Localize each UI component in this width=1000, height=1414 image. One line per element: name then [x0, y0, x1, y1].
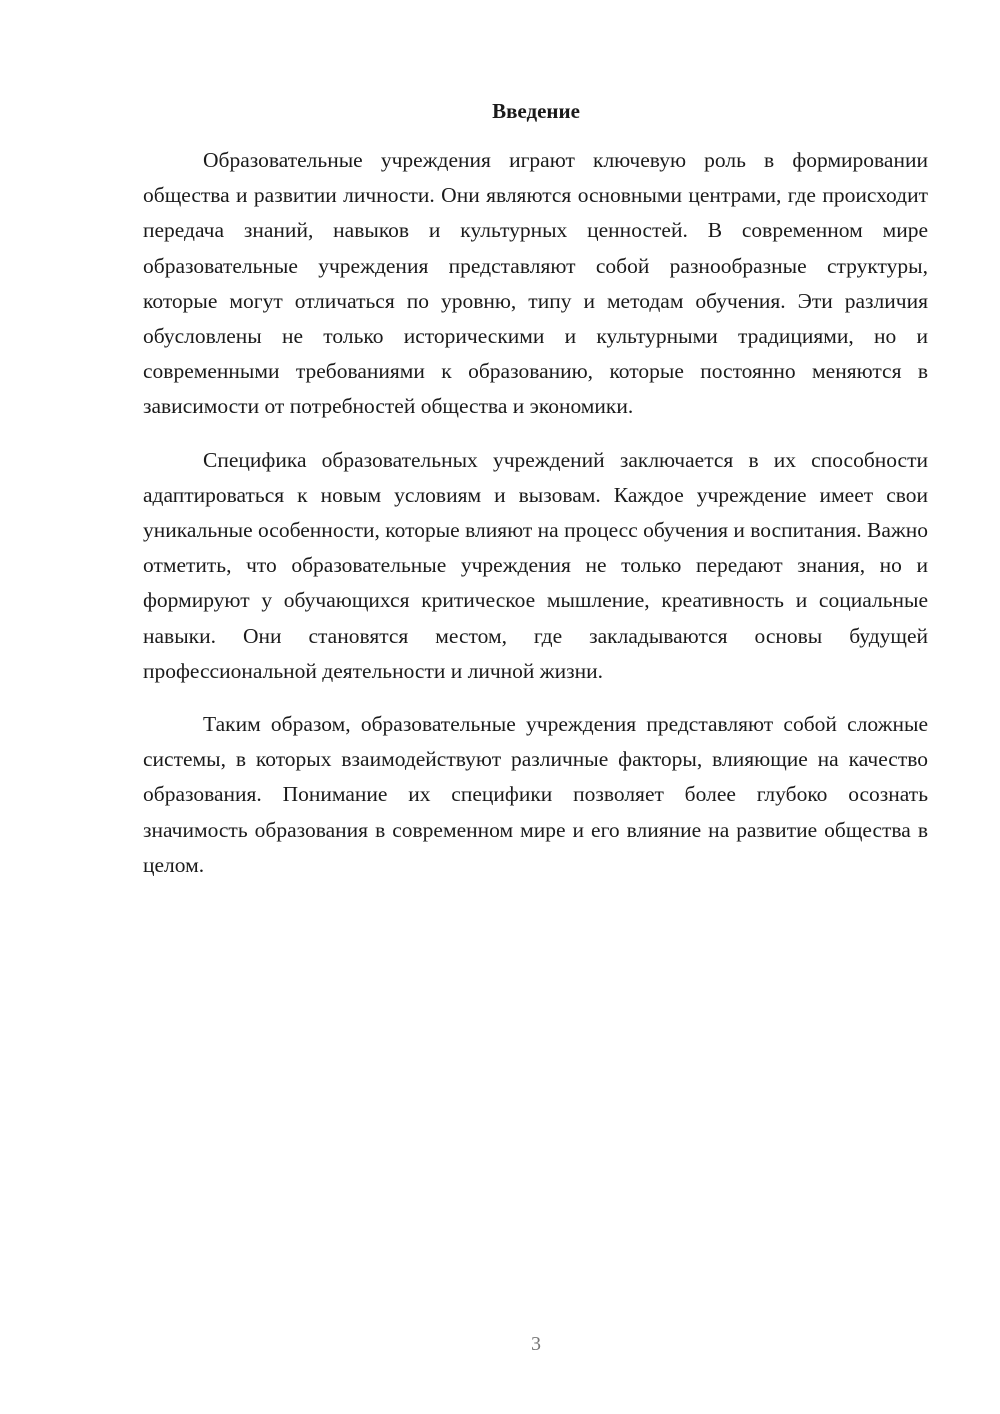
page-title: Введение — [492, 99, 580, 123]
paragraph-1: Образовательные учреждения играют ключевую роль в формировании общества и развитии личности. Они являются основными центрами, где происходит передача знаний, навыков и культурных ценностей. В современном мире образовательные учреждения представляют собой разнообразные структуры, которые могут отличаться по уровню, типу и методам обучения. Эти различия обусловлены не только историческими и культурными традициями, но и современными требованиями к образованию, которые постоянно меняются в зависимости от потребностей общества и экономики. — [143, 148, 928, 419]
paragraph-2: Специфика образовательных учреждений заключается в их способности адаптироваться к новым условиям и вызовам. Каждое учреждение имеет свои уникальные особенности, которые влияют на процесс обучения и воспитания. Важно отметить, что образовательные учреждения не только передают знания, но и формируют у обучающихся критическое мышление, креативность и социальные навыки. Они становятся местом, где закладываются основы будущей профессиональной деятельности и личной жизни. — [143, 447, 928, 683]
paragraph-3: Таким образом, образовательные учреждения представляют собой сложные системы, в которых взаимодействуют различные факторы, влияющие на качество образования. Понимание их специфики позволяет более глубоко осознать значимость образования в современном мире и его влияние на развитие общества в целом. — [143, 712, 928, 877]
document-body — [143, 143, 928, 901]
page-number: 3 — [531, 1333, 541, 1355]
